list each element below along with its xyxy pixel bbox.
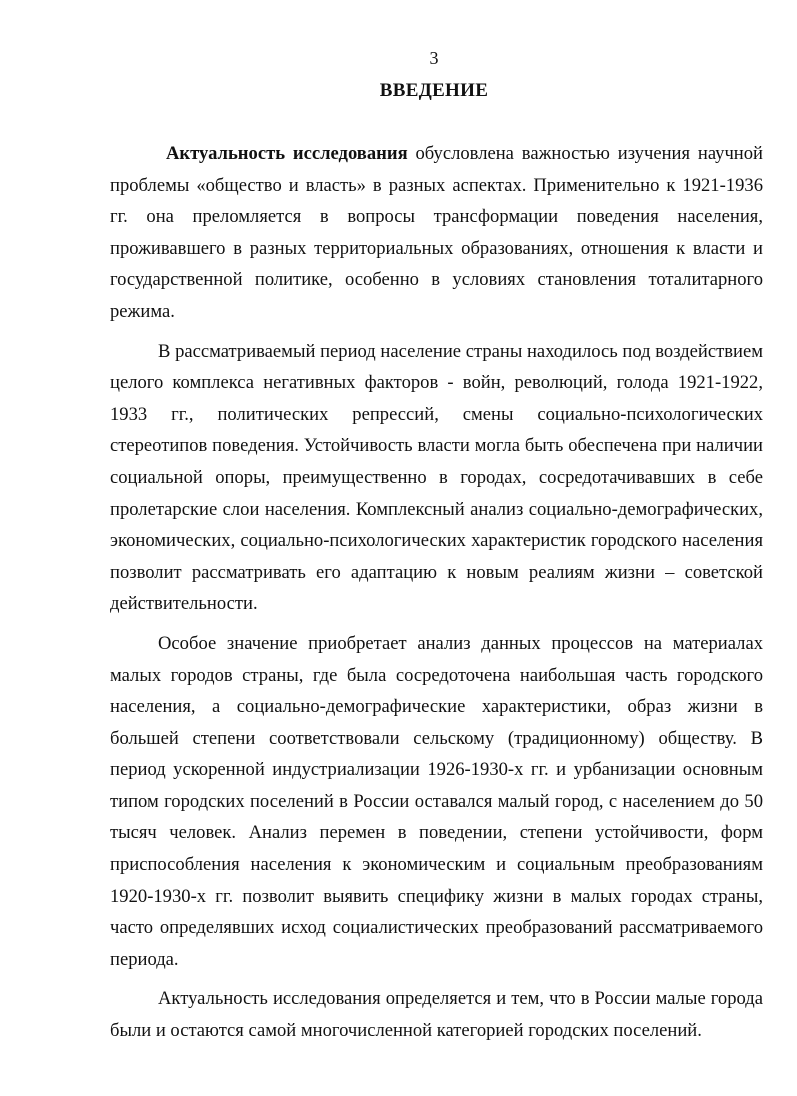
paragraph-historical-context: В рассматриваемый период население страны находилось под воздействием целого комплекса негативных факторов - войн, революций, голода 1921-1922, 1933 гг., политических репрессий, смены социально-психологических стереотипов поведения. Устойчивость власти могла быть обеспечена при наличии социальной опоры, преимущественно в городах, сосредотачивавших в себе пролетарские слои населения. Комплексный анализ социально-демографических, экономических, социально-психологических характеристик городского населения позволит рассматривать его адаптацию к новым реалиям жизни – советской действительности. [110, 340, 763, 615]
page-number: 3 [429, 48, 439, 68]
page-title: ВВЕДЕНИЕ [379, 80, 489, 101]
paragraph-relevance [110, 138, 763, 328]
paragraph-text: обусловлена важностью изучения научной проблемы «общество и власть» в разных аспектах. Применительно к 1921-1936 гг. она преломляется в вопросы трансформации поведения населения, проживавшего в разных территориальных образованиях, отношения к власти и государственной политике, особенно в условиях становления тоталитарного режима. [110, 143, 763, 322]
paragraph-relevance-russia: Актуальность исследования определяется и тем, что в России малые города были и остаются самой многочисленной категорией городских поселений. [110, 988, 763, 1042]
paragraph-lead: Актуальность исследования [166, 143, 408, 164]
paragraph-small-towns: Особое значение приобретает анализ данных процессов на материалах малых городов страны, где была сосредоточена наибольшая часть городского населения, а социально-демографические характеристики, образ жизни в большей степени соответствовали сельскому (традиционному) обществу. В период ускоренной индустриализации 1926-1930-х гг. и урбанизации основным типом городских поселений в России оставался малый город, с населением до 50 тысяч человек. Анализ перемен в поведении, степени устойчивости, форм приспособления населения к экономическим и социальным преобразованиям 1920-1930-х гг. позволит выявить специфику жизни в малых городах страны, часто определявших исход социалистических преобразований рассматриваемого периода. [110, 632, 763, 970]
body-text [110, 138, 763, 1047]
